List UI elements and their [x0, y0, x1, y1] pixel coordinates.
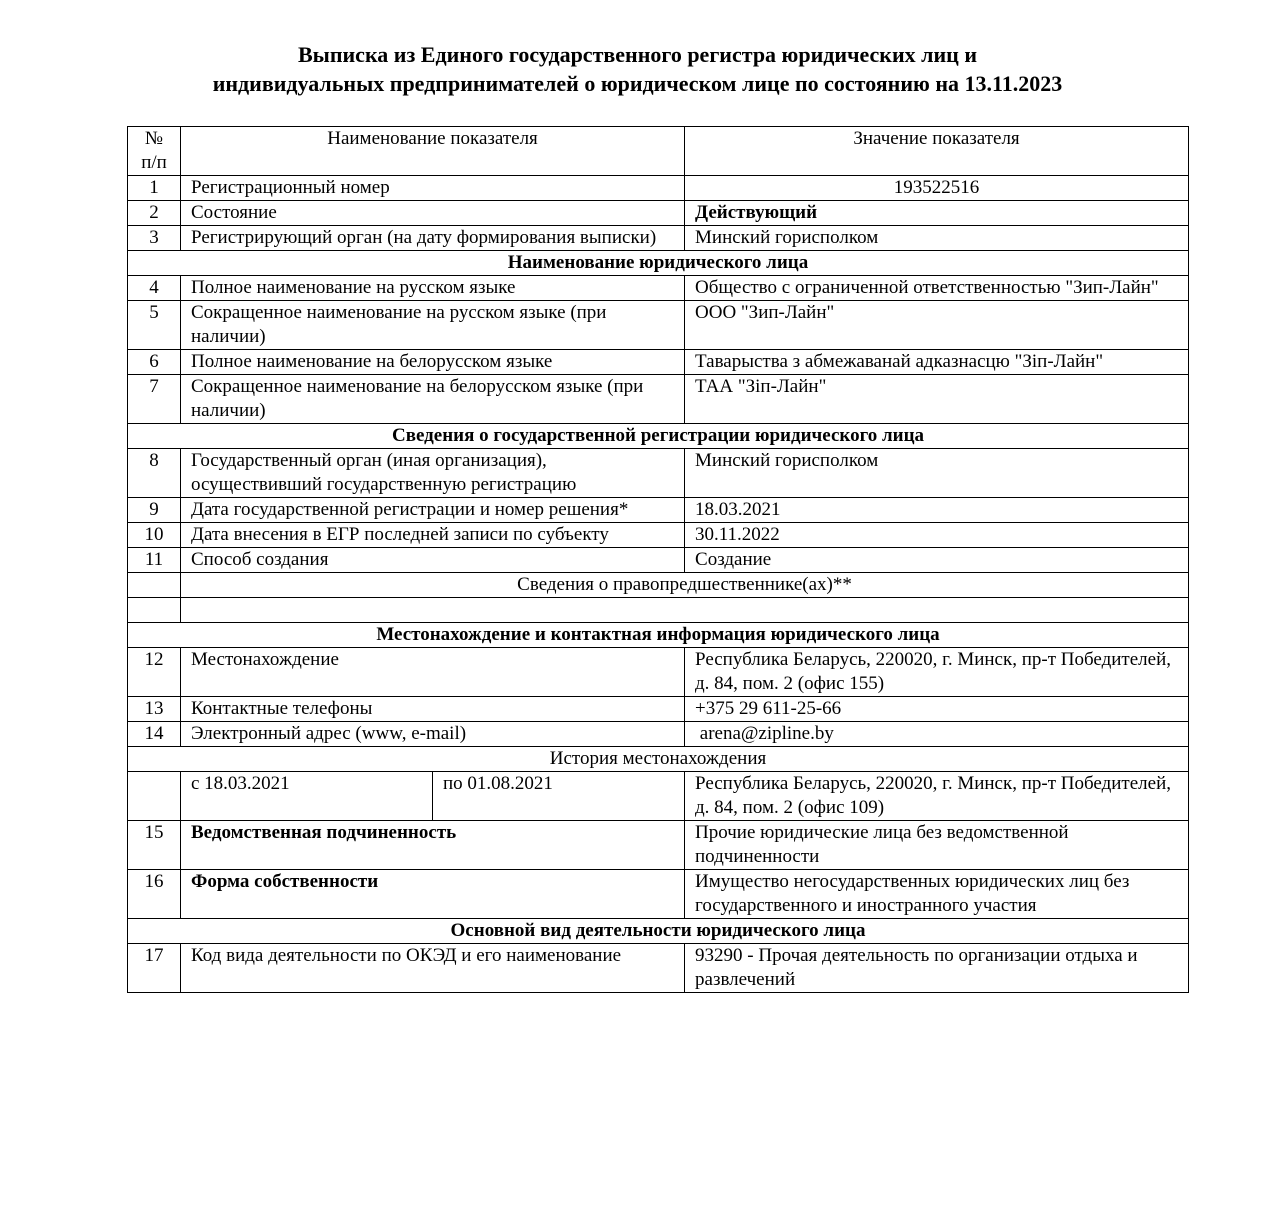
row-value: 93290 - Прочая деятельность по организации отдыха и развлечений [685, 944, 1189, 993]
row-label: Полное наименование на русском языке [181, 276, 685, 301]
row-label: Код вида деятельности по ОКЭД и его наименование [181, 944, 685, 993]
row-value-phone: +375 29 611-25-66 [685, 697, 1189, 722]
table-row [128, 176, 1189, 201]
row-value-registration-number: 193522516 [685, 176, 1189, 201]
row-value: 30.11.2022 [685, 523, 1189, 548]
row-value-status: Действующий [685, 201, 1189, 226]
section-predecessors: Сведения о правопредшественнике(ах)** [181, 573, 1189, 598]
table-row [128, 226, 1189, 251]
table-row [128, 722, 1189, 747]
row-label: Регистрационный номер [181, 176, 685, 201]
section-row [128, 251, 1189, 276]
table-row [128, 301, 1189, 350]
row-value: Создание [685, 548, 1189, 573]
row-value: ООО "Зип-Лайн" [685, 301, 1189, 350]
row-num: 5 [128, 301, 181, 350]
table-row [128, 350, 1189, 375]
row-num: 3 [128, 226, 181, 251]
empty-cell [128, 598, 181, 623]
header-value: Значение показателя [685, 127, 1189, 176]
row-num: 17 [128, 944, 181, 993]
document-title [0, 40, 1275, 98]
row-value: Имущество негосударственных юридических лиц без государственного и иностранного участия [685, 870, 1189, 919]
empty-cell [128, 573, 181, 598]
section-row [128, 919, 1189, 944]
table-row [128, 523, 1189, 548]
section-location-history: История местонахождения [128, 747, 1189, 772]
title-line-1: Выписка из Единого государственного регистра юридических лиц и [297, 42, 978, 67]
row-label: Дата внесения в ЕГР последней записи по субъекту [181, 523, 685, 548]
history-row [128, 772, 1189, 821]
row-value: Минский горисполком [685, 226, 1189, 251]
history-address: Республика Беларусь, 220020, г. Минск, пр-т Победителей, д. 84, пом. 2 (офис 109) [685, 772, 1189, 821]
section-state-registration: Сведения о государственной регистрации юридического лица [128, 424, 1189, 449]
empty-cell [181, 598, 1189, 623]
section-location-contacts: Местонахождение и контактная информация юридического лица [128, 623, 1189, 648]
table-row [128, 548, 1189, 573]
header-num-line2: п/п [141, 152, 167, 173]
row-num: 7 [128, 375, 181, 424]
row-label: Состояние [181, 201, 685, 226]
row-label: Регистрирующий орган (на дату формирования выписки) [181, 226, 685, 251]
table-row [128, 821, 1189, 870]
row-num: 4 [128, 276, 181, 301]
table-row [128, 449, 1189, 498]
row-value: 18.03.2021 [685, 498, 1189, 523]
table-row [128, 870, 1189, 919]
history-to: по 01.08.2021 [433, 772, 685, 821]
table-row [128, 697, 1189, 722]
row-label: Ведомственная подчиненность [181, 821, 685, 870]
row-label: Способ создания [181, 548, 685, 573]
row-value: Прочие юридические лица без ведомственной подчиненности [685, 821, 1189, 870]
row-label: Государственный орган (иная организация), осуществивший государственную регистрацию [181, 449, 685, 498]
row-label: Полное наименование на белорусском языке [181, 350, 685, 375]
row-label: Сокращенное наименование на русском языке (при наличии) [181, 301, 685, 350]
table-header-row [128, 127, 1189, 176]
table-row [128, 944, 1189, 993]
row-label: Сокращенное наименование на белорусском языке (при наличии) [181, 375, 685, 424]
section-row [128, 623, 1189, 648]
row-num: 6 [128, 350, 181, 375]
table-row [128, 201, 1189, 226]
row-value: ТАА "Зіп-Лайн" [685, 375, 1189, 424]
row-label: Форма собственности [181, 870, 685, 919]
empty-cell [128, 772, 181, 821]
registry-table [127, 126, 1189, 993]
row-label: Местонахождение [181, 648, 685, 697]
row-value: Общество с ограниченной ответственностью "Зип-Лайн" [685, 276, 1189, 301]
title-line-2: индивидуальных предпринимателей о юридическом лице по состоянию на 13.11.2023 [212, 71, 1063, 96]
row-num: 12 [128, 648, 181, 697]
header-num [128, 127, 181, 176]
row-value-email: arena@zipline.by [685, 722, 1189, 747]
row-num: 2 [128, 201, 181, 226]
row-num: 15 [128, 821, 181, 870]
header-num-line1: № [144, 128, 164, 149]
row-num: 1 [128, 176, 181, 201]
header-name: Наименование показателя [181, 127, 685, 176]
history-from: с 18.03.2021 [181, 772, 433, 821]
table-row [128, 648, 1189, 697]
row-num: 8 [128, 449, 181, 498]
row-label: Контактные телефоны [181, 697, 685, 722]
row-num: 14 [128, 722, 181, 747]
empty-row [128, 598, 1189, 623]
table-row [128, 276, 1189, 301]
row-num: 9 [128, 498, 181, 523]
section-row [128, 424, 1189, 449]
table-row [128, 498, 1189, 523]
section-row [128, 747, 1189, 772]
row-num: 10 [128, 523, 181, 548]
row-value: Таварыства з абмежаванай адказнасцю "Зіп-Лайн" [685, 350, 1189, 375]
row-value: Республика Беларусь, 220020, г. Минск, пр-т Победителей, д. 84, пом. 2 (офис 155) [685, 648, 1189, 697]
row-label: Электронный адрес (www, e-mail) [181, 722, 685, 747]
table-row [128, 375, 1189, 424]
row-label: Дата государственной регистрации и номер решения* [181, 498, 685, 523]
section-row [128, 573, 1189, 598]
row-num: 16 [128, 870, 181, 919]
row-num: 11 [128, 548, 181, 573]
section-legal-name: Наименование юридического лица [128, 251, 1189, 276]
section-main-activity: Основной вид деятельности юридического лица [128, 919, 1189, 944]
row-num: 13 [128, 697, 181, 722]
row-value: Минский горисполком [685, 449, 1189, 498]
